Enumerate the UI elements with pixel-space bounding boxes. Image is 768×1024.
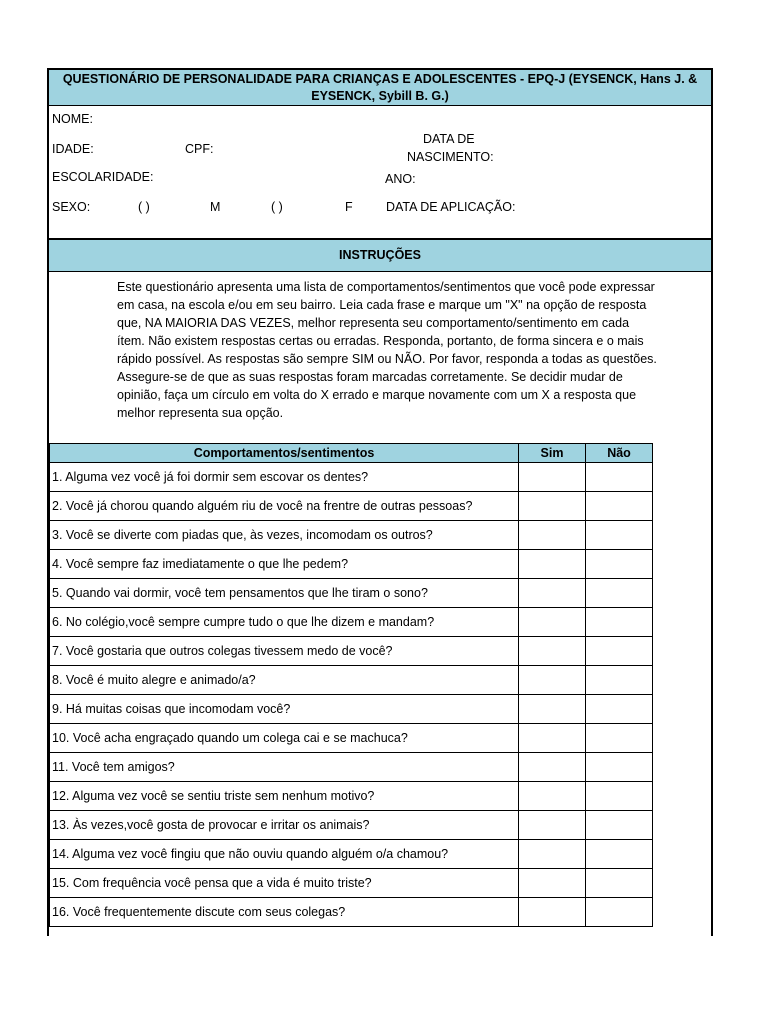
answer-nao-cell[interactable] <box>586 724 653 753</box>
data-nascimento-label-2: NASCIMENTO: <box>407 150 494 164</box>
answer-sim-cell[interactable] <box>519 782 586 811</box>
answer-sim-cell[interactable] <box>519 579 586 608</box>
data-nascimento-label-1: DATA DE <box>423 132 475 146</box>
answer-sim-cell[interactable] <box>519 898 586 927</box>
table-row <box>50 695 653 724</box>
sexo-label: SEXO: <box>52 200 91 214</box>
answer-nao-cell[interactable] <box>586 608 653 637</box>
answer-sim-cell[interactable] <box>519 463 586 492</box>
question-text: 10. Você acha engraçado quando um colega cai e se machuca? <box>50 724 519 753</box>
answer-nao-cell[interactable] <box>586 869 653 898</box>
question-text: 16. Você frequentemente discute com seus colegas? <box>50 898 519 927</box>
header-sim: Sim <box>519 444 586 463</box>
question-text: 13. Às vezes,você gosta de provocar e irritar os animais? <box>50 811 519 840</box>
answer-sim-cell[interactable] <box>519 521 586 550</box>
answer-nao-cell[interactable] <box>586 550 653 579</box>
question-text: 4. Você sempre faz imediatamente o que lhe pedem? <box>50 550 519 579</box>
table-row <box>50 666 653 695</box>
table-row <box>50 463 653 492</box>
question-text: 15. Com frequência você pensa que a vida é muito triste? <box>50 869 519 898</box>
answer-sim-cell[interactable] <box>519 724 586 753</box>
answer-nao-cell[interactable] <box>586 753 653 782</box>
answer-sim-cell[interactable] <box>519 869 586 898</box>
answer-sim-cell[interactable] <box>519 550 586 579</box>
header-comportamentos: Comportamentos/sentimentos <box>50 444 519 463</box>
questionnaire-form <box>47 68 713 936</box>
answer-sim-cell[interactable] <box>519 695 586 724</box>
header-nao: Não <box>586 444 653 463</box>
table-row <box>50 608 653 637</box>
sexo-m-label: M <box>210 200 221 214</box>
table-row <box>50 579 653 608</box>
question-text: 12. Alguma vez você se sentiu triste sem nenhum motivo? <box>50 782 519 811</box>
table-row <box>50 898 653 927</box>
table-row <box>50 637 653 666</box>
answer-nao-cell[interactable] <box>586 492 653 521</box>
answer-nao-cell[interactable] <box>586 782 653 811</box>
table-row <box>50 782 653 811</box>
answer-nao-cell[interactable] <box>586 898 653 927</box>
table-row <box>50 492 653 521</box>
table-row <box>50 724 653 753</box>
table-row <box>50 521 653 550</box>
instructions-header: INSTRUÇÕES <box>49 238 711 272</box>
nome-label: NOME: <box>52 112 93 126</box>
table-header-row <box>50 444 653 463</box>
question-text: 9. Há muitas coisas que incomodam você? <box>50 695 519 724</box>
table-row <box>50 869 653 898</box>
answer-sim-cell[interactable] <box>519 811 586 840</box>
table-row <box>50 840 653 869</box>
ano-label: ANO: <box>385 172 416 186</box>
question-text: 7. Você gostaria que outros colegas tivessem medo de você? <box>50 637 519 666</box>
sexo-f-checkbox[interactable]: ( ) <box>271 200 283 214</box>
answer-nao-cell[interactable] <box>586 463 653 492</box>
question-text: 3. Você se diverte com piadas que, às vezes, incomodam os outros? <box>50 521 519 550</box>
questions-table <box>49 443 653 927</box>
answer-sim-cell[interactable] <box>519 492 586 521</box>
question-text: 14. Alguma vez você fingiu que não ouviu quando alguém o/a chamou? <box>50 840 519 869</box>
question-text: 2. Você já chorou quando alguém riu de você na frentre de outras pessoas? <box>50 492 519 521</box>
answer-nao-cell[interactable] <box>586 811 653 840</box>
escolaridade-label: ESCOLARIDADE: <box>52 170 154 184</box>
answer-nao-cell[interactable] <box>586 695 653 724</box>
answer-sim-cell[interactable] <box>519 666 586 695</box>
answer-sim-cell[interactable] <box>519 840 586 869</box>
answer-sim-cell[interactable] <box>519 753 586 782</box>
answer-nao-cell[interactable] <box>586 579 653 608</box>
answer-nao-cell[interactable] <box>586 637 653 666</box>
answer-nao-cell[interactable] <box>586 666 653 695</box>
instructions-text: Este questionário apresenta uma lista de comportamentos/sentimentos que você pode expressar em casa, na escola e/ou em seu bairro. Leia cada frase e marque um "X" na opção de resposta que, NA MAIORIA DAS VEZES, melhor representa seu comportamento/sentimento em cada ítem. Não existem respostas certas ou erradas. Responda, portanto, de forma sincera e o mais rápido possível. As respostas são sempre SIM ou NÃO. Por favor, responda a todas as questões. Assegure-se de que as suas respostas foram marcadas corretamente. Se decidir mudar de opinião, faça um círculo em volta do X errado e marque novamente com um X a resposta que melhor representa sua opção. <box>117 280 657 420</box>
question-text: 8. Você é muito alegre e animado/a? <box>50 666 519 695</box>
question-text: 6. No colégio,você sempre cumpre tudo o que lhe dizem e mandam? <box>50 608 519 637</box>
idade-label: IDADE: <box>52 142 94 156</box>
sexo-f-label: F <box>345 200 353 214</box>
data-aplicacao-label: DATA DE APLICAÇÃO: <box>386 200 516 214</box>
answer-sim-cell[interactable] <box>519 608 586 637</box>
sexo-m-checkbox[interactable]: ( ) <box>138 200 150 214</box>
cpf-label: CPF: <box>185 142 214 156</box>
answer-sim-cell[interactable] <box>519 637 586 666</box>
table-row <box>50 753 653 782</box>
form-title: QUESTIONÁRIO DE PERSONALIDADE PARA CRIANÇAS E ADOLESCENTES - EPQ-J (EYSENCK, Hans J. & EYSENCK, Sybill B. G.) <box>49 70 711 106</box>
table-row <box>50 550 653 579</box>
question-text: 11. Você tem amigos? <box>50 753 519 782</box>
question-text: 5. Quando vai dormir, você tem pensamentos que lhe tiram o sono? <box>50 579 519 608</box>
table-row <box>50 811 653 840</box>
answer-nao-cell[interactable] <box>586 840 653 869</box>
question-text: 1. Alguma vez você já foi dormir sem escovar os dentes? <box>50 463 519 492</box>
answer-nao-cell[interactable] <box>586 521 653 550</box>
